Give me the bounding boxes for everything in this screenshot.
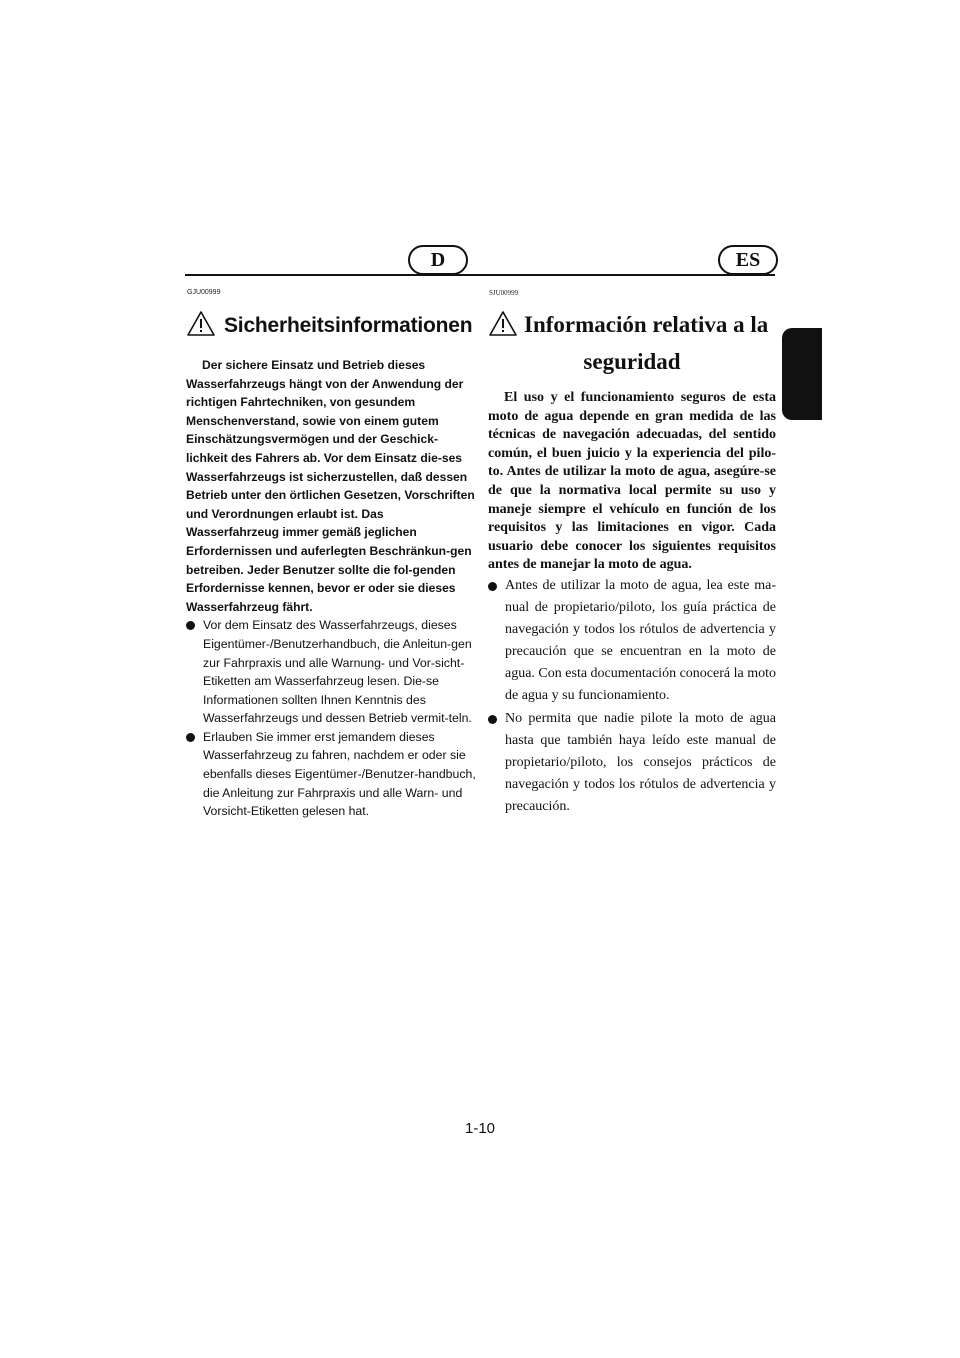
warning-triangle-icon <box>488 310 518 337</box>
spanish-section-code: SJU00999 <box>489 289 519 297</box>
list-item: Antes de utilizar la moto de agua, lea este ma-nual de propietario/piloto, los guía práctica de navegación y todos los rótulos de advertencia y precaución que se encuentran en la moto de agua. Con esta documentación conocerá la moto de agua y su funcionamiento. <box>488 575 776 708</box>
page-number: 1-10 <box>464 1120 496 1137</box>
german-bullet-list <box>186 616 476 821</box>
bullet-icon <box>488 582 497 591</box>
spanish-title-line1: Información relativa a la <box>524 312 769 337</box>
warning-triangle-icon <box>186 310 216 337</box>
list-item: Vor dem Einsatz des Wasserfahrzeugs, dieses Eigentümer-/Benutzerhandbuch, die Anleitun-gen zur Fahrpraxis und alle Warnung- und Vor-sicht-Etiketten am Wasserfahrzeug lesen. Die-se Informationen sollten Ihnen Kenntnis des Wasserfahrzeugs und dessen Betrieb vermit-teln. <box>186 616 476 728</box>
german-title: Sicherheitsinformationen <box>224 314 473 337</box>
german-intro-paragraph: Der sichere Einsatz und Betrieb dieses Wasserfahrzeugs hängt von der Anwendung der richtigen Fahrtechniken, von gesundem Menschenverstand, sowie von einem gutem Einschätzungsvermögen und der Geschick-lichkeit des Fahrers ab. Vor dem Einsatz die-ses Wasserfahrzeugs ist sicherzustellen, daß dessen Betrieb unter den örtlichen Gesetzen, Vorschriften und Verordnungen erlaubt ist. Das Wasserfahrzeug immer gemäß jeglichen Erfordernissen und auferlegten Beschränkun-gen betreiben. Jeder Benutzer sollte die fol-genden Erfordernisse kennen, bevor er oder sie dieses Wasserfahrzeug fährt. <box>186 358 475 614</box>
german-heading <box>186 310 476 338</box>
bullet-icon <box>186 733 195 742</box>
german-section-code: GJU00999 <box>187 289 221 296</box>
header-rule <box>185 274 775 276</box>
bullet-icon <box>488 715 497 724</box>
german-column <box>186 310 476 821</box>
list-item: Erlauben Sie immer erst jemandem dieses Wasserfahrzeug zu fahren, nachdem er oder sie ebenfalls dieses Eigentümer-/Benutzer-handbuch, die Anleitung zur Fahrpraxis und alle Warn- und Vorsicht-Etiketten gelesen hat. <box>186 728 476 821</box>
spanish-bullet-list <box>488 575 776 818</box>
bullet-icon <box>186 621 195 630</box>
section-thumb-tab <box>782 328 822 420</box>
language-tab-spanish: ES <box>718 245 778 275</box>
spanish-intro-paragraph: El uso y el funcionamiento seguros de esta moto de agua depende en gran medida de las técnicas de navegación adecuadas, del sentido común, el buen juicio y la experiencia del pilo-to. Antes de utilizar la moto de agua, asegúre-se de que la normativa local permite su uso y maneje siempre el vehículo en función de los requisitos y las limitaciones en vigor. Cada usuario debe conocer los siguientes requisitos antes de manejar la moto de agua. <box>488 390 776 573</box>
list-item: No permita que nadie pilote la moto de agua hasta que también haya leído este manual de propietario/piloto, los consejos prácticos de navegación y todos los rótulos de advertencia y precaución. <box>488 708 776 818</box>
language-tab-german: D <box>408 245 468 275</box>
spanish-column <box>488 310 776 818</box>
spanish-title-line2: seguridad <box>583 349 681 374</box>
spanish-heading <box>488 310 776 375</box>
